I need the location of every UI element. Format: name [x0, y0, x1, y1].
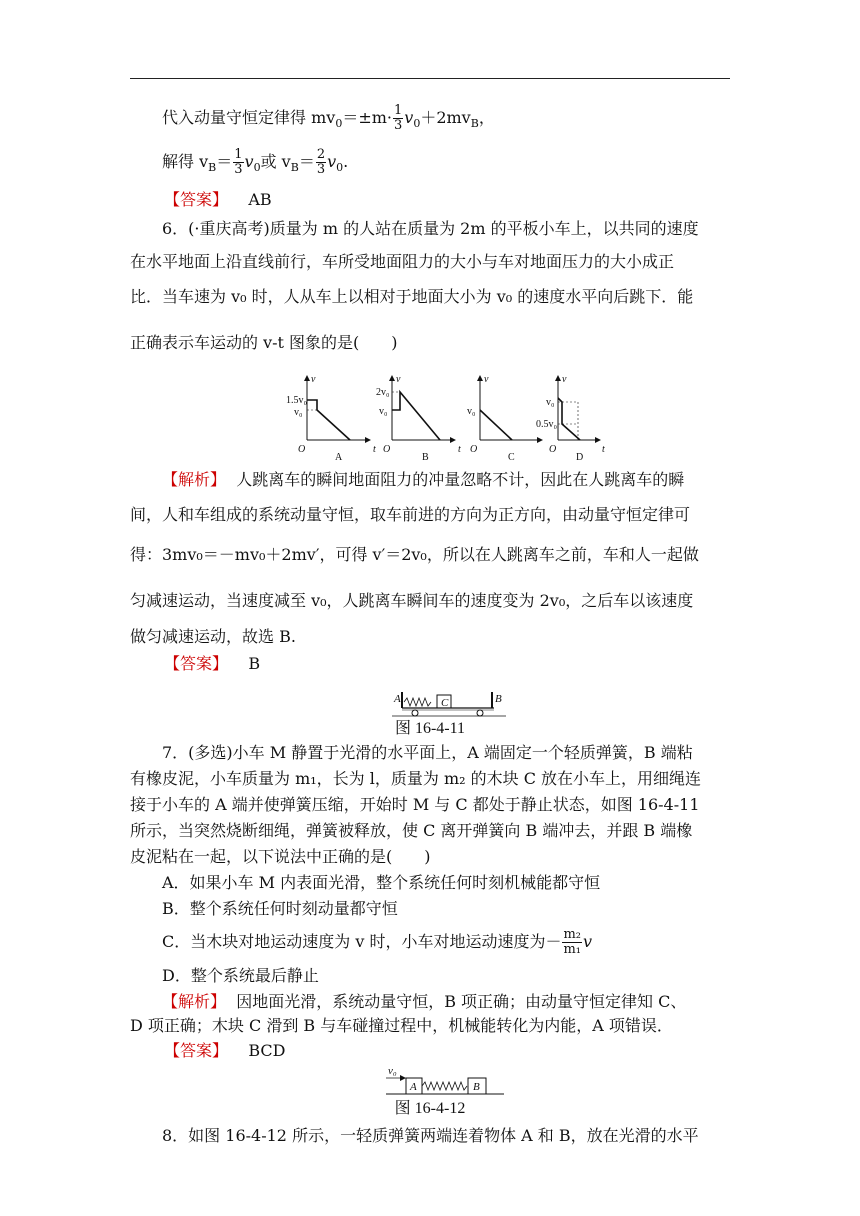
- q6-analysis-3: 得：3mv₀＝－mv₀＋2mv′，可得 v′＝2v₀，所以在人跳离车之前，车和人一起做: [130, 545, 699, 565]
- q7-option-b: B．整个系统任何时刻动量都守恒: [162, 899, 398, 919]
- q7-line4: 所示，当突然烧断细绳，弹簧被释放，使 C 离开弹簧向 B 端冲去，并跟 B 端橡: [130, 821, 693, 841]
- answer-value: B: [248, 654, 261, 674]
- svg-text:O: O: [549, 444, 557, 456]
- q6-analysis-4: 匀减速运动，当速度减至 v₀，人跳离车瞬间车的速度变为 2v₀，之后车以该速度: [130, 591, 694, 611]
- answer-value: AB: [248, 190, 272, 210]
- fraction: $\frac{2}{3}$: [316, 147, 326, 178]
- analysis-label: 【解析】: [162, 470, 227, 490]
- svg-text:B: B: [495, 693, 502, 706]
- q7-option-d: D．整个系统最后静止: [162, 966, 319, 986]
- graph-d: [536, 374, 605, 462]
- page-content: [130, 100, 730, 1152]
- svg-text:v: v: [311, 374, 316, 386]
- graph-c: [467, 374, 542, 462]
- q7-line3: 接于小车的 A 端并使弹簧压缩，开始时 M 与 C 都处于静止状态，如图 16-4-11: [130, 795, 700, 815]
- graph-d-ylabel-2: 0.5v₀: [536, 419, 557, 431]
- q6-answer: [130, 650, 730, 678]
- q6-graphs-figure: [130, 370, 730, 462]
- sol5-result: 解得 $v_B=$ $\frac{1}{3}$ $v_0$或 $v_B=$ $\frac{2}{3}$ $v_0$.: [162, 147, 349, 178]
- fraction: $\frac{\text{m₂}}{\text{m₁}}$: [563, 927, 582, 958]
- svg-text:v: v: [484, 374, 489, 386]
- q8-line1: 8．如图 16-4-12 所示，一轻质弹簧两端连着物体 A 和 B，放在光滑的水平: [162, 1126, 699, 1146]
- svg-text:O: O: [298, 444, 306, 456]
- header-rule: [130, 78, 730, 79]
- graph-a-ylabel-2: v₀: [294, 407, 303, 419]
- svg-text:t: t: [602, 444, 605, 456]
- graph-a: [286, 374, 376, 462]
- answer-label: 【答案】: [164, 654, 229, 674]
- fig-16-4-11: [130, 678, 730, 718]
- graph-b-ylabel-1: 2v₀: [376, 387, 390, 399]
- cart-spring-diagram: [130, 678, 730, 718]
- svg-text:v: v: [396, 374, 401, 386]
- q7-answer: [130, 1038, 730, 1064]
- graph-c-ylabel-1: v₀: [467, 406, 476, 418]
- q6-line3: 比．当车速为 v₀ 时，人从车上以相对于地面大小为 v₀ 的速度水平向后跳下．能: [130, 287, 694, 307]
- q6-analysis-1: 【解析】 人跳离车的瞬间地面阻力的冲量忽略不计，因此在人跳离车的瞬: [162, 470, 685, 490]
- q7-option-a: A．如果小车 M 内表面光滑，整个系统任何时刻机械能都守恒: [162, 873, 601, 893]
- graph-b-ylabel-2: v₀: [379, 406, 388, 418]
- graph-a-label: A: [335, 452, 343, 463]
- graph-a-ylabel-1: 1.5v₀: [286, 395, 307, 407]
- fraction: $\frac{1}{3}$: [234, 147, 243, 178]
- svg-text:v₀: v₀: [388, 1065, 397, 1078]
- q7-option-c: C．当木块对地运动速度为 v 时，小车对地运动速度为－ $\frac{\text{m₂}}{\text{m₁}}$ v: [162, 927, 593, 958]
- q7-analysis-2: D 项正确；木块 C 滑到 B 与车碰撞过程中，机械能转化为内能，A 项错误．: [130, 1016, 673, 1036]
- q6-line1: 6．(·重庆高考)质量为 m 的人站在质量为 2m 的平板小车上，以共同的速度: [162, 219, 699, 239]
- fig-16-4-12-caption: 图 16-4-12: [394, 1100, 466, 1118]
- fig-16-4-12: [130, 1064, 730, 1098]
- analysis-label: 【解析】: [162, 992, 227, 1012]
- fraction: $\frac{1}{3}$: [393, 103, 403, 133]
- svg-text:t: t: [373, 444, 376, 456]
- q6-analysis-2: 间，人和车组成的系统动量守恒，取车前进的方向为正方向，由动量守恒定律可: [130, 505, 691, 525]
- q6-analysis-5: 做匀减速运动，故选 B.: [130, 627, 296, 647]
- svg-text:t: t: [458, 444, 461, 456]
- answer-label: 【答案】: [164, 190, 229, 210]
- svg-text:O: O: [383, 444, 391, 456]
- svg-text:C: C: [441, 697, 449, 710]
- q6-line2: 在水平地面上沿直线前行，车所受地面阻力的大小与车对地面压力的大小成正: [130, 252, 675, 272]
- q7-line2: 有橡皮泥，小车质量为 m₁，长为 l，质量为 m₂ 的木块 C 放在小车上，用细绳连: [130, 769, 702, 789]
- graph-d-label: D: [576, 452, 584, 463]
- q7-line1: 7．(多选)小车 M 静置于光滑的水平面上，A 端固定一个轻质弹簧，B 端粘: [162, 743, 693, 763]
- svg-text:B: B: [473, 1081, 480, 1094]
- blocks-spring-diagram: [130, 1064, 730, 1098]
- graph-d-ylabel-1: v₀: [546, 397, 555, 409]
- q7-line5: 皮泥粘在一起，以下说法中正确的是( ): [130, 847, 431, 867]
- answer-label: 【答案】: [164, 1041, 229, 1061]
- svg-text:A: A: [394, 693, 401, 706]
- svg-text:A: A: [410, 1081, 417, 1094]
- graph-c-label: C: [508, 452, 515, 463]
- graph-b-label: B: [422, 452, 429, 463]
- answer-value: BCD: [248, 1041, 286, 1061]
- fig-16-4-11-caption: 图 16-4-11: [394, 720, 466, 738]
- q6-line4: 正确表示车运动的 v-t 图象的是( ): [130, 333, 398, 353]
- graph-b: [376, 374, 461, 462]
- sol5-equation: 代入动量守恒定律得 $mv_0=\pm m\cdot$ $\frac{1}{3}$ $v_0+2mv_B$，: [162, 103, 495, 133]
- vt-graphs: [130, 370, 730, 462]
- svg-text:O: O: [470, 444, 478, 456]
- svg-text:v: v: [562, 374, 567, 386]
- q7-analysis-1: 【解析】 因地面光滑，系统动量守恒，B 项正确；由动量守恒定律知 C、: [162, 992, 687, 1012]
- sol5-answer: [130, 188, 730, 212]
